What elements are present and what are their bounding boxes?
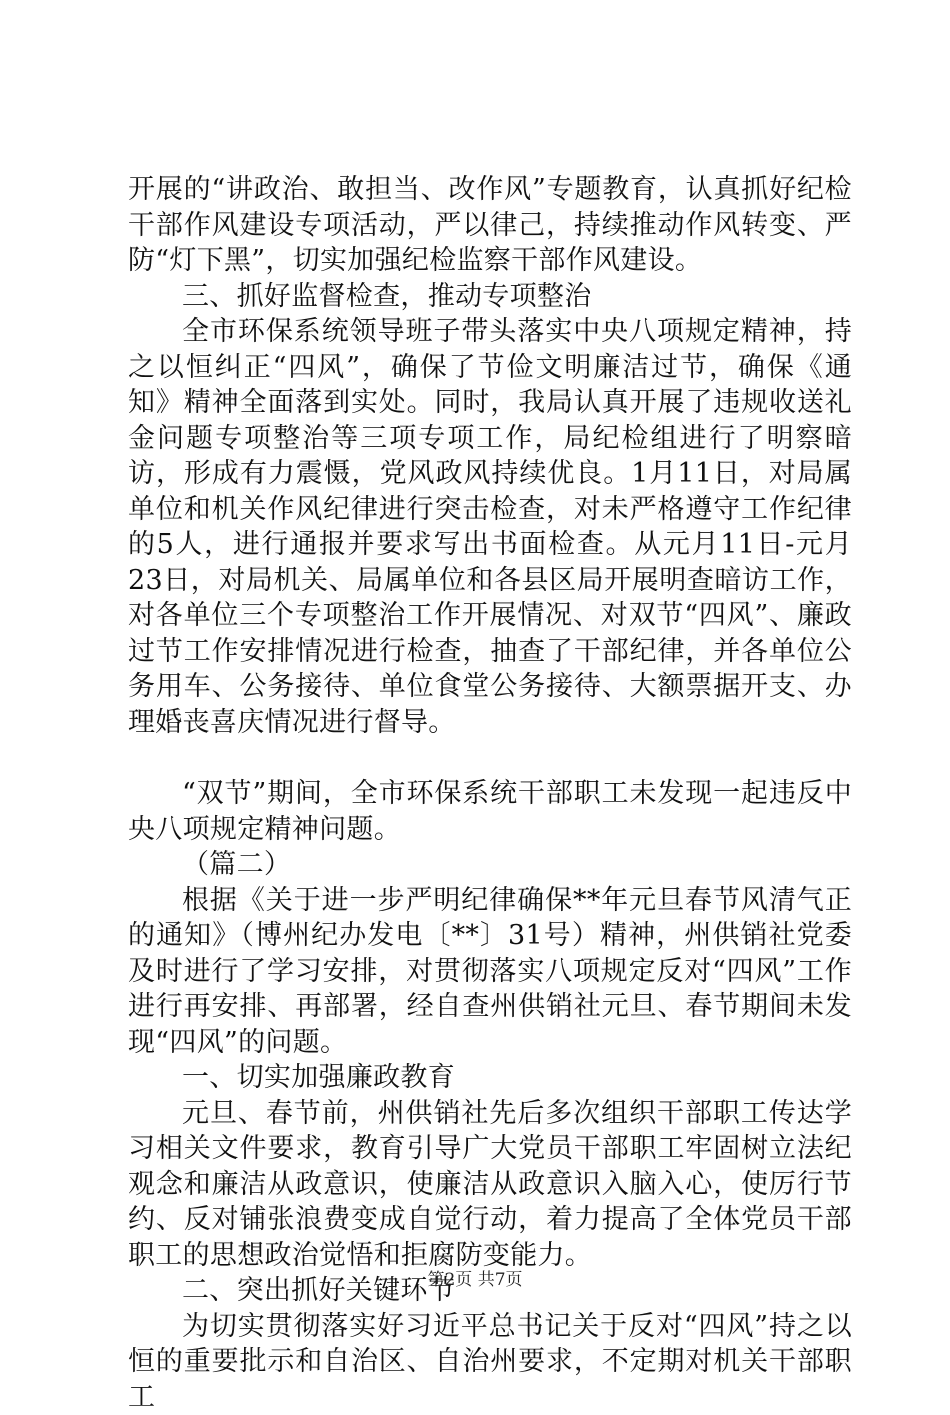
heading-supervision-inspection: 三、抓好监督检查，推动专项整治 xyxy=(128,279,852,315)
heading-part-two: （篇二） xyxy=(128,847,852,883)
document-body xyxy=(128,172,852,1415)
paragraph-key-links: 为切实贯彻落实好习近平总书记关于反对“四风”持之以恒的重要批示和自治区、自治州要求，不定期对机关干部职工 xyxy=(128,1309,852,1415)
heading-integrity-education: 一、切实加强廉政教育 xyxy=(128,1060,852,1096)
paragraph-holiday-result: “双节”期间，全市环保系统干部职工未发现一起违反中央八项规定精神问题。 xyxy=(128,776,852,847)
paragraph-integrity-education: 元旦、春节前，州供销社先后多次组织干部职工传达学习相关文件要求，教育引导广大党员干部职工牢固树立法纪观念和廉洁从政意识，使廉洁从政意识入脑入心，使厉行节约、反对铺张浪费变成自觉行动，着力提高了全体党员干部职工的思想政治觉悟和拒腐防变能力。 xyxy=(128,1096,852,1274)
paragraph-work-style-continued: 开展的“讲政治、敢担当、改作风”专题教育，认真抓好纪检干部作风建设专项活动，严以律己，持续推动作风转变、严防“灯下黑”，切实加强纪检监察干部作风建设。 xyxy=(128,172,852,279)
page-footer: 第2页 共7页 xyxy=(0,1265,950,1290)
heading-key-links: 二、突出抓好关键环节 xyxy=(128,1273,852,1309)
paragraph-environmental-inspection: 全市环保系统领导班子带头落实中央八项规定精神，持之以恒纠正“四风”，确保了节俭文明廉洁过节，确保《通知》精神全面落到实处。同时，我局认真开展了违规收送礼金问题专项整治等三项专项工作，局纪检组进行了明察暗访，形成有力震慑，党风政风持续优良。1月11日，对局属单位和机关作风纪律进行突击检查，对未严格遵守工作纪律的5人，进行通报并要求写出书面检查。从元月11日-元月23日，对局机关、局属单位和各县区局开展明查暗访工作，对各单位三个专项整治工作开展情况、对双节“四风”、廉政过节工作安排情况进行检查，抽查了干部纪律，并各单位公务用车、公务接待、单位食堂公务接待、大额票据开支、办理婚丧喜庆情况进行督导。 xyxy=(128,314,852,740)
paragraph-notice-basis: 根据《关于进一步严明纪律确保**年元旦春节风清气正的通知》（博州纪办发电〔**〕31号）精神，州供销社党委及时进行了学习安排，对贯彻落实八项规定反对“四风”工作进行再安排、再部署，经自查州供销社元旦、春节期间未发现“四风”的问题。 xyxy=(128,883,852,1061)
